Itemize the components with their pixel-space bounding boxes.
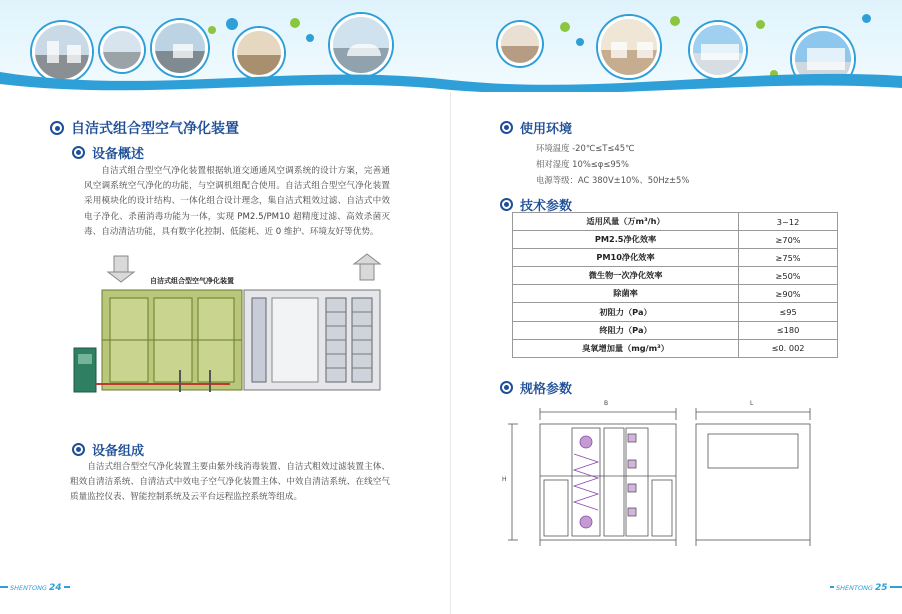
value-cell: 3~12: [739, 213, 838, 231]
target-icon: [500, 381, 513, 394]
env-humidity: 相对湿度 10%≤φ≤95%: [536, 159, 629, 169]
decor-dot: [290, 18, 300, 28]
decor-dot: [306, 34, 314, 42]
header-wave: [0, 62, 902, 92]
dimension-b-label: B: [604, 400, 609, 407]
decor-dot: [208, 26, 216, 34]
value-cell: ≥90%: [739, 285, 838, 303]
overview-heading: 设备概述: [72, 143, 144, 162]
photo-lobby: [498, 22, 542, 66]
decor-dot: [670, 16, 680, 26]
target-icon: [50, 121, 64, 135]
tech-heading: 技术参数: [500, 195, 572, 214]
param-cell: 适用风量（万m³/h）: [513, 213, 739, 231]
param-cell: 臭氧增加量（mg/m³）: [513, 339, 739, 357]
target-icon: [500, 121, 513, 134]
page-fold: [450, 92, 451, 614]
table-row: [513, 213, 838, 231]
illustration-label: 自洁式组合型空气净化装置: [150, 276, 234, 285]
footer-brand-right: SHENTONG 25: [836, 583, 888, 593]
decor-dot: [576, 38, 584, 46]
param-cell: 终阻力（Pa）: [513, 321, 739, 339]
param-cell: 微生物一次净化效率: [513, 267, 739, 285]
table-row: [513, 321, 838, 339]
value-cell: ≥75%: [739, 249, 838, 267]
decor-dot: [226, 18, 238, 30]
table-row: [513, 267, 838, 285]
value-cell: ≥50%: [739, 267, 838, 285]
env-temperature: 环境温度 -20℃≤T≤45℃: [536, 143, 635, 153]
value-cell: ≤95: [739, 303, 838, 321]
param-cell: PM2.5净化效率: [513, 231, 739, 249]
environment-heading: 使用环境: [500, 118, 572, 137]
env-power: 电源等级：AC 380V±10%、50Hz±5%: [536, 175, 690, 185]
header-banner: [0, 0, 902, 92]
table-row: [513, 249, 838, 267]
value-cell: ≤180: [739, 321, 838, 339]
table-row: [513, 339, 838, 357]
decor-dot: [560, 22, 570, 32]
param-cell: 初阻力（Pa）: [513, 303, 739, 321]
target-icon: [72, 146, 85, 159]
param-cell: 除菌率: [513, 285, 739, 303]
tech-parameter-table: [512, 212, 838, 358]
spec-drawing: [500, 398, 840, 548]
table-row: [513, 303, 838, 321]
spec-heading: 规格参数: [500, 378, 572, 397]
page-number-left: 24: [49, 583, 62, 593]
dimension-h-label: H: [502, 476, 507, 483]
value-cell: ≤0. 002: [739, 339, 838, 357]
overview-text: 自洁式组合型空气净化装置根据轨道交通通风空调系统的设计方案，完善通风空调系统空气净化的功能，与空调机组配合使用。自洁式组合型空气净化装置采用模块化的设计结构、一体化组合设计理念，集自洁式粗效过滤、自洁式中效电子净化、杀菌消毒功能为一体，实现 PM2.5/PM10 超精度过滤、高效杀菌灭毒、自动清洁功能，具有数字化控制、低能耗、近 0 维护、环境友好等优势。: [84, 166, 390, 237]
target-icon: [72, 443, 85, 456]
composition-text: 自洁式组合型空气净化装置主要由紫外线消毒装置、自洁式粗效过滤装置主体、粗效自清洁系统、自清洁式中效电子空气净化装置主体、中效自清洁系统、在线空气质量监控仪表、智能控制系统及云平台远程监控系统等组成。: [70, 462, 390, 503]
composition-heading: 设备组成: [72, 440, 144, 459]
decor-dot: [756, 20, 765, 29]
table-row: [513, 285, 838, 303]
param-cell: PM10净化效率: [513, 249, 739, 267]
page-title: 自洁式组合型空气净化装置: [50, 118, 239, 138]
footer-brand-left: SHENTONG 24: [10, 583, 62, 593]
target-icon: [500, 198, 513, 211]
page-number-right: 25: [875, 583, 888, 593]
value-cell: ≥70%: [739, 231, 838, 249]
decor-dot: [862, 14, 871, 23]
table-row: [513, 231, 838, 249]
equipment-illustration: [70, 250, 400, 402]
dimension-l-label: L: [750, 400, 754, 407]
